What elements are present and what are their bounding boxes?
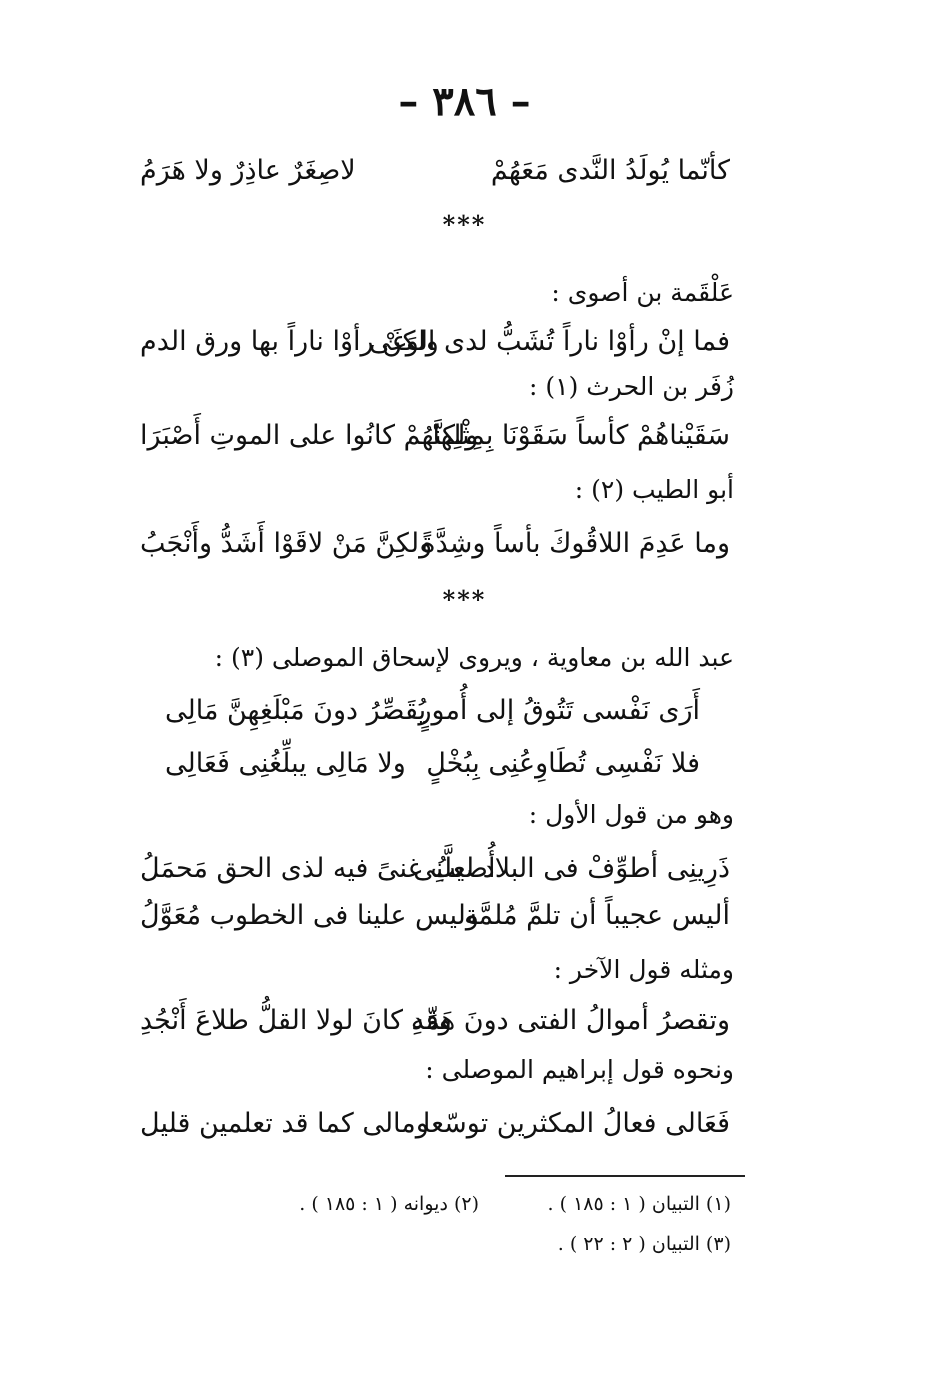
verse-line: [110, 748, 750, 792]
verse-second-hemistich: أُصيبُ غنىً فيه لذى الحق مَحمَلُ: [140, 853, 496, 884]
verse-second-hemistich: وقد كانَ لولا القلُّ طلاعَ أَنْجُدِ: [140, 1005, 452, 1036]
verse-first-hemistich: فَعَالى فعالُ المكثرين توسّعا: [422, 1108, 730, 1139]
verse-first-hemistich: ذَرِينِى أطوِّفْ فى البلاد لعلَّنِى: [413, 853, 730, 884]
verse-line: [110, 420, 750, 464]
verse-first-hemistich: فلا نَفْسِى تُطَاوِعُنِى بِبُخْلٍ: [426, 748, 700, 779]
verse-line: [110, 528, 750, 572]
footnote-2: (٢) ديوانه ( ١ : ١٨٥ ) .: [299, 1193, 479, 1215]
page-number: – ٣٨٦ –: [398, 78, 531, 125]
verse-second-hemistich: يُقَصِّرُ دونَ مَبْلَغِهِنَّ مَالِى: [165, 695, 427, 726]
verse-first-hemistich: وما عَدِمَ اللاقُوكَ بأساً وشِدَّةً: [421, 528, 730, 559]
attribution-abu-tayyib: أبو الطيب (٢) :: [574, 475, 734, 504]
verse-first-hemistich: كأنّما يُولَدُ النَّدى مَعَهُمْ: [490, 155, 730, 186]
verse-line: [110, 1005, 750, 1049]
verse-second-hemistich: ولا مَالِى يبلِّغُنِى فَعَالِى: [165, 748, 406, 779]
verse-line: [110, 695, 750, 739]
verse-line: [110, 853, 750, 897]
verse-first-hemistich: وتقصرُ أموالُ الفتى دونَ هَمِّهِ: [410, 1005, 730, 1036]
section-divider-stars: ***: [442, 585, 487, 614]
attribution-abdallah: عبد الله بن معاوية ، ويروى لإسحاق الموصلى (٣) :: [214, 643, 734, 672]
verse-first-hemistich: أليس عجيباً أن تلمَّ مُلمَّة: [464, 900, 730, 931]
verse-second-hemistich: ولكِنَّ مَنْ لاقَوْا أَشَدُّ وأَنْجَبُ: [140, 528, 433, 559]
footnote-separator: [505, 1175, 745, 1177]
attribution-alqama: عَلْقَمة بن أصوى :: [551, 278, 734, 307]
verse-second-hemistich: ومالى كما قد تعلمين قليل: [140, 1108, 429, 1139]
verse-line: [110, 326, 750, 370]
verse-second-hemistich: لاصِغَرٌ عاذِرٌ ولا هَرَمُ: [140, 155, 356, 186]
verse-line: [110, 155, 750, 199]
footnote-3: (٣) التبيان ( ٢ : ٢٢ ) .: [557, 1233, 731, 1255]
attribution-ibrahim: ونحوه قول إبراهيم الموصلى :: [425, 1055, 734, 1084]
verse-first-hemistich: أَرَى نَفْسى تَتُوقُ إلى أُمورٍ: [418, 695, 700, 726]
attribution-akhar: ومثله قول الآخر :: [553, 955, 734, 984]
verse-first-hemistich: سَقَيْناهُمْ كأساً سَقَوْنَا بِمِثْلِها: [432, 420, 730, 451]
footnote-1: (١) التبيان ( ١ : ١٨٥ ) .: [547, 1193, 731, 1215]
verse-second-hemistich: ولكنْ رأوْا ناراً بها ورق الدم: [140, 326, 439, 357]
verse-first-hemistich: فما إنْ رأوْا ناراً تُشَبُّ لدى الوَغَى: [369, 326, 730, 357]
verse-second-hemistich: ولكنَّهُمْ كانُوا على الموتِ أَصْبَرَا: [140, 420, 479, 451]
attribution-awwal: وهو من قول الأول :: [528, 800, 734, 829]
section-divider-stars: ***: [442, 210, 487, 239]
verse-line: [110, 900, 750, 944]
attribution-zufar: زُفَر بن الحرث (١) :: [529, 372, 734, 401]
verse-second-hemistich: وليس علينا فى الخطوب مُعَوَّلُ: [140, 900, 479, 931]
verse-line: [110, 1108, 750, 1152]
